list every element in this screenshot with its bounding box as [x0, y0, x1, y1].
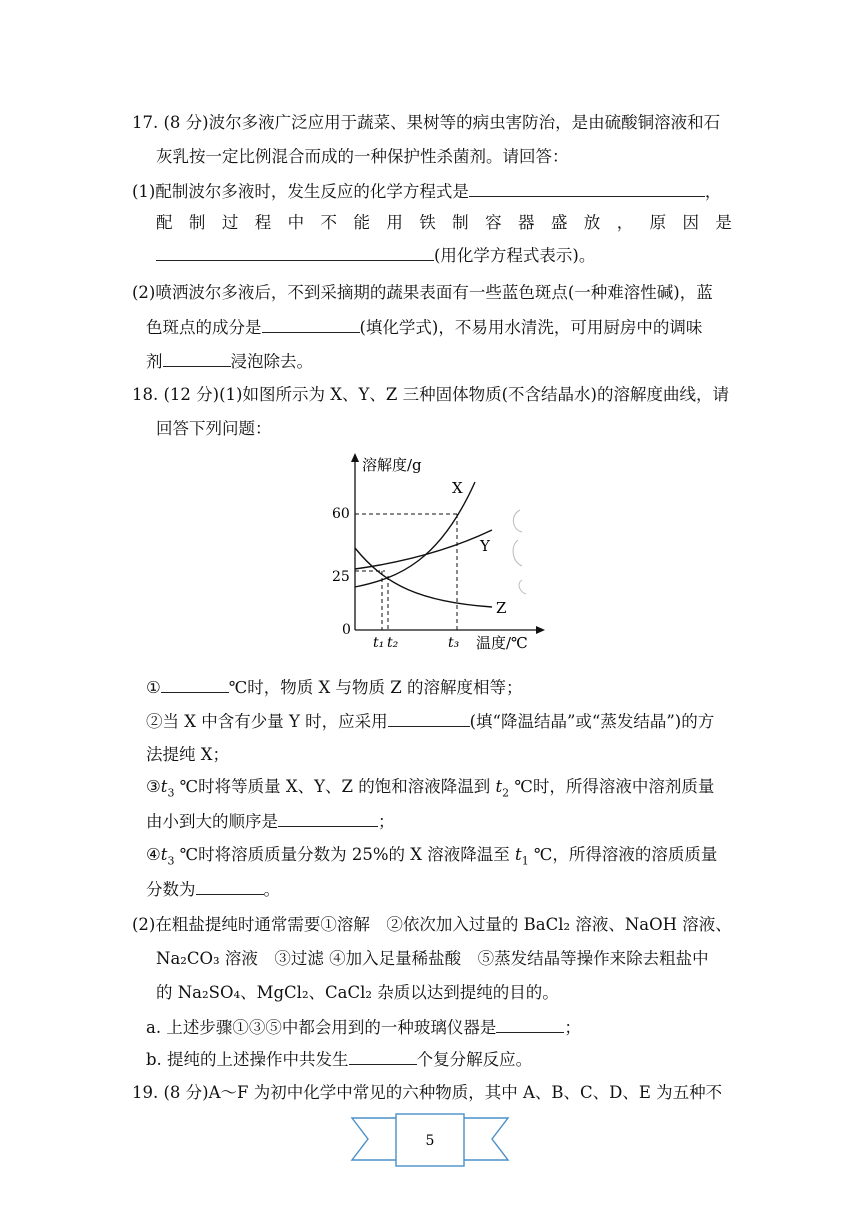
q18-part2-line2: Na₂CO₃ 溶液 ③过滤 ④加入足量稀盐酸 ⑤蒸发结晶等操作来除去粗盐中: [156, 949, 709, 968]
q18-sub2-text2: (填“降温结晶”或“蒸发结晶”)的方: [469, 712, 715, 731]
q17-part2-text2: (填化学式)，不易用水清洗，可用厨房中的调味: [359, 318, 703, 337]
x-tick-t1: t₁: [373, 635, 385, 651]
q18-sub2: [146, 710, 714, 733]
page-number-ribbon: [350, 1112, 510, 1172]
q18-part2-b: [146, 1048, 532, 1071]
ribbon-left: [352, 1118, 400, 1160]
answer-blank[interactable]: [469, 180, 705, 197]
q17-part1-text: (1)配制波尔多液时，发生反应的化学方程式是: [132, 182, 469, 201]
series-label-y: Y: [480, 537, 490, 555]
answer-blank[interactable]: [388, 710, 470, 727]
q17-part2-line2: [146, 316, 702, 339]
spread-char: 盛: [550, 213, 568, 232]
q18-line2: 回答下列问题：: [156, 419, 272, 438]
q17-part2-line1: (2)喷洒波尔多液后，不到采摘期的蔬果表面有一些蓝色斑点(一种难溶性碱)，蓝: [132, 283, 713, 302]
t3-subscript: 3: [167, 854, 175, 868]
spread-char: 过: [221, 213, 239, 232]
spread-char: 因: [682, 213, 699, 232]
spread-char: 制: [188, 213, 206, 232]
curve-y: [355, 530, 492, 569]
answer-blank[interactable]: [278, 810, 378, 827]
q17-part1-line1: [132, 180, 721, 203]
answer-blank[interactable]: [496, 1016, 564, 1033]
q18-part2-a-text: a. 上述步骤①③⑤中都会用到的一种玻璃仪器是: [146, 1018, 497, 1037]
t3-symbol: t: [160, 845, 168, 864]
q18-sub4-line2: [146, 878, 280, 901]
spread-char: 程: [254, 213, 272, 232]
q18-sub3: [146, 776, 714, 804]
q18-sub2-text: ②当 X 中含有少量 Y 时，应采用: [146, 712, 388, 731]
x-axis-arrow: [536, 626, 545, 634]
q18-sub3-num: ③: [146, 777, 161, 796]
ribbon-right: [460, 1118, 508, 1160]
x-axis-label: 温度/℃: [476, 634, 528, 652]
solubility-chart: [330, 450, 550, 655]
q18-sub4-num: ④: [146, 845, 161, 864]
t3-symbol: t: [160, 777, 168, 796]
series-label-x: X: [452, 479, 463, 497]
spread-char: 制: [452, 213, 469, 232]
q18-sub1-num: ①: [146, 678, 161, 697]
spread-char: 不: [320, 213, 338, 232]
q18-sub4-text3: 分数为: [146, 880, 196, 899]
page-number: 5: [425, 1133, 435, 1149]
q18-sub4: [146, 844, 717, 872]
answer-blank[interactable]: [196, 878, 264, 895]
q18-part2-a: [146, 1016, 581, 1039]
q18-sub4-text: ℃时将溶质质量分数为 25%的 X 溶液降温至: [174, 845, 516, 864]
origin-label: 0: [342, 622, 351, 638]
q18-part2-b-text2: 个复分解反应。: [416, 1050, 533, 1069]
q18-sub3-text: ℃时将等质量 X、Y、Z 的饱和溶液降温到: [174, 777, 496, 796]
q17-part2-line3: [146, 350, 313, 373]
t2-symbol: t: [495, 777, 503, 796]
y-tick-25: 25: [332, 569, 350, 585]
series-label-z: Z: [496, 599, 507, 617]
q17-part1-hint: (用化学方程式表示)。: [434, 246, 596, 265]
q19-line1: 19. (8 分)A～F 为初中化学中常见的六种物质，其中 A、B、C、D、E 为五种不: [132, 1083, 723, 1102]
q18-sub4-punct: 。: [263, 880, 280, 899]
y-tick-60: 60: [332, 506, 350, 522]
q18-sub3-text2: ℃时，所得溶液中溶剂质量: [509, 777, 715, 796]
answer-blank[interactable]: [156, 244, 434, 261]
x-tick-t3: t₃: [448, 635, 460, 651]
x-tick-t2: t₂: [387, 635, 399, 651]
t3-subscript: 3: [167, 786, 175, 800]
answer-blank[interactable]: [262, 316, 360, 333]
spread-char: 能: [353, 213, 370, 232]
q17-part1-punct: ，: [704, 182, 722, 201]
t1-subscript: 1: [521, 854, 529, 868]
answer-blank[interactable]: [161, 676, 229, 693]
answer-blank[interactable]: [349, 1048, 417, 1065]
q18-line1: 18. (12 分)(1)如图所示为 X、Y、Z 三种固体物质(不含结晶水)的溶解度曲线，请: [132, 385, 729, 404]
spread-char: 放: [583, 213, 601, 232]
q17-line1: 17. (8 分)波尔多液广泛应用于蔬菜、果树等的病虫害防治，是由硫酸铜溶液和石: [132, 113, 721, 132]
t2-subscript: 2: [502, 786, 510, 800]
q18-sub2-line2: 法提纯 X；: [146, 745, 229, 764]
q18-sub3-text3: 由小到大的顺序是: [146, 812, 278, 831]
answer-blank[interactable]: [163, 350, 231, 367]
q18-sub1: [146, 676, 522, 699]
q18-sub4-text2: ℃，所得溶液的溶质质量: [528, 845, 718, 864]
spread-char: 配: [156, 213, 173, 232]
q17-part2-text3: 剂: [146, 352, 163, 371]
q17-part2-text: 色斑点的成分是: [146, 318, 262, 337]
q17-part1-line2: [156, 212, 732, 234]
spread-char: 器: [517, 213, 535, 232]
q17-part2-text4: 浸泡除去。: [230, 352, 313, 371]
y-axis-label: 溶解度/g: [362, 456, 422, 474]
q18-part2-a-punct: ；: [564, 1018, 581, 1037]
spread-char: 容: [485, 213, 502, 232]
spread-char: 原: [649, 213, 667, 232]
spread-char: 中: [287, 213, 305, 232]
q18-part2-line3: 的 Na₂SO₄、MgCl₂、CaCl₂ 杂质以达到提纯的目的。: [156, 983, 559, 1002]
q18-part2-b-text: b. 提纯的上述操作中共发生: [146, 1050, 349, 1069]
q18-part2-line1: (2)在粗盐提纯时通常需要①溶解 ②依次加入过量的 BaCl₂ 溶液、NaOH 溶液、: [132, 915, 732, 934]
spread-char: 是: [715, 213, 732, 232]
y-axis-arrow: [351, 453, 359, 462]
spread-char: 铁: [419, 213, 436, 232]
q17-part1-line3: [156, 244, 595, 267]
spread-char: ，: [616, 213, 634, 232]
t1-symbol: t: [515, 845, 522, 864]
q18-sub1-text: ℃时，物质 X 与物质 Z 的溶解度相等；: [228, 678, 523, 697]
q18-sub3-line2: [146, 810, 395, 833]
scribble-mark: [513, 510, 526, 594]
q18-sub3-punct: ；: [378, 812, 395, 831]
spread-char: 用: [386, 213, 403, 232]
q17-line2: 灰乳按一定比例混合而成的一种保护性杀菌剂。请回答：: [156, 147, 569, 166]
